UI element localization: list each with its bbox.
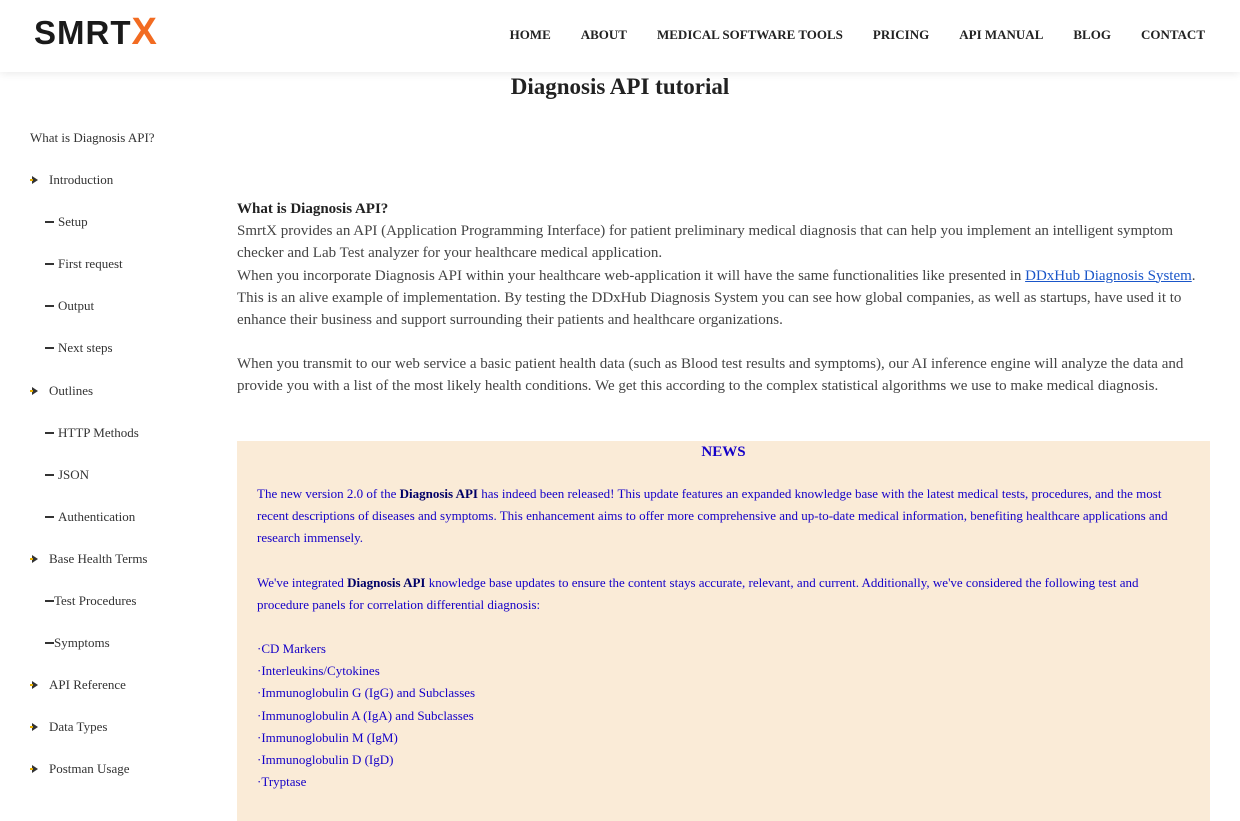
nav-about[interactable]: ABOUT	[580, 27, 627, 42]
list-item: ·Immunoglobulin G (IgG) and Subclasses	[257, 685, 476, 701]
arrow-right-icon	[32, 765, 38, 773]
sidebar-item-postman-usage[interactable]	[30, 759, 220, 801]
sidebar-item-json[interactable]	[30, 465, 220, 507]
dash-icon	[45, 221, 54, 223]
dash-icon	[45, 263, 54, 265]
intro-paragraph: SmrtX provides an API (Application Programming Interface) for patient preliminary medical diagnosis that can help you implement an intelligent symptom checker and Lab Test analyzer for your healthcare medical application.	[237, 223, 1174, 262]
news-paragraph	[257, 572, 1190, 616]
news-text: knowledge base updates to ensure the content stays accurate, relevant, and current. Additionally, we've considered the following test and procedure panels for correlation differential diagnosis:	[257, 574, 1139, 612]
nav-blog[interactable]: BLOG	[1073, 27, 1111, 42]
sidebar-item-data-types[interactable]	[30, 717, 220, 759]
news-text: The new version 2.0 of the	[257, 486, 400, 501]
news-bold: Diagnosis API	[347, 574, 426, 590]
sidebar-item-http-methods[interactable]	[30, 423, 220, 465]
dash-icon	[45, 347, 54, 349]
sidebar-item-label: Base Health Terms	[49, 550, 148, 566]
main-nav	[480, 26, 1205, 44]
sidebar-item-label: Symptoms	[54, 635, 110, 651]
incorporate-paragraph	[237, 265, 1211, 332]
news-text: We've integrated	[257, 574, 348, 590]
news-text: has indeed been released! This update features an expanded knowledge base with the latest medical tests, procedures, and the most recent descriptions of diseases and symptoms. This enhancement aims to offer more comprehensive and up-to-date medical information, benefiting healthcare applications and research immensely.	[257, 486, 1168, 546]
sidebar-item-label: Data Types	[49, 719, 108, 735]
arrow-right-icon	[32, 555, 38, 563]
sidebar-toc	[30, 128, 220, 802]
transmit-paragraph: When you transmit to our web service a basic patient health data (such as Blood test results and symptoms), our AI inference engine will analyze the data and provide you with a list of the most likely health conditions. We get this according to the complex statistical algorithms we use to make medical diagnosis.	[237, 356, 1184, 395]
arrow-right-icon	[32, 387, 38, 395]
news-body	[237, 463, 1210, 793]
site-header	[0, 0, 1240, 72]
sidebar-item-what-is[interactable]	[30, 128, 220, 170]
news-title: NEWS	[701, 444, 746, 460]
dash-icon	[45, 474, 54, 476]
dash-icon	[45, 642, 54, 644]
sidebar-item-next-steps[interactable]	[30, 338, 220, 380]
sidebar-item-base-health-terms[interactable]	[30, 549, 220, 591]
list-item: ·CD Markers	[257, 641, 326, 657]
list-item: ·Interleukins/Cytokines	[257, 663, 380, 679]
arrow-right-icon	[32, 723, 38, 731]
nav-medical-software-tools[interactable]: MEDICAL SOFTWARE TOOLS	[656, 27, 843, 42]
sidebar-item-label: JSON	[58, 466, 90, 482]
logo-text: SMRT	[34, 14, 132, 51]
sidebar-item-label: Authentication	[58, 508, 136, 524]
sidebar-item-authentication[interactable]	[30, 507, 220, 549]
sidebar-item-label: Postman Usage	[49, 761, 130, 777]
page-title: Diagnosis API tutorial	[510, 74, 730, 99]
paragraph-text: When you incorporate Diagnosis API within your healthcare web-application it will have the same functionalities like presented in	[237, 267, 1026, 284]
nav-pricing[interactable]: PRICING	[872, 27, 930, 42]
sidebar-item-label: Test Procedures	[54, 593, 137, 609]
sidebar-item-test-procedures[interactable]	[30, 591, 220, 633]
list-item: ·Immunoglobulin M (IgM)	[257, 729, 398, 745]
sidebar-item-symptoms[interactable]	[30, 633, 220, 675]
dash-icon	[45, 305, 54, 307]
nav-home[interactable]: HOME	[509, 27, 551, 42]
dash-icon	[45, 516, 54, 518]
list-item: ·Immunoglobulin A (IgA) and Subclasses	[257, 707, 474, 723]
sidebar-item-api-reference[interactable]	[30, 675, 220, 717]
smrtx-logo[interactable]	[34, 11, 158, 53]
sidebar-item-label: HTTP Methods	[58, 424, 139, 440]
list-item: ·Immunoglobulin D (IgD)	[257, 752, 394, 768]
sidebar-item-output[interactable]	[30, 296, 220, 338]
sidebar-item-outlines[interactable]	[30, 381, 220, 423]
news-paragraph	[257, 483, 1190, 550]
logo-x: X	[131, 11, 158, 53]
dash-icon	[45, 432, 54, 434]
sidebar-item-label: First request	[58, 256, 123, 272]
sidebar-item-label: API Reference	[49, 677, 126, 693]
arrow-right-icon	[32, 681, 38, 689]
sidebar-item-label: Setup	[58, 214, 88, 230]
sidebar-item-first-request[interactable]	[30, 254, 220, 296]
paragraph-text: . This is an alive example of implementation. By testing the DDxHub Diagnosis System you can see how global companies, as well as startups, have used it to enhance their business and support surrounding their patients and healthcare organizations.	[237, 267, 1196, 329]
ddxhub-link[interactable]: DDxHub Diagnosis System	[1025, 267, 1192, 284]
news-bold: Diagnosis API	[399, 486, 478, 501]
sidebar-item-label: Output	[58, 298, 95, 314]
section-heading: What is Diagnosis API?	[237, 201, 389, 217]
dash-icon	[45, 600, 54, 602]
sidebar-item-introduction[interactable]	[30, 170, 220, 212]
arrow-right-icon	[32, 176, 38, 184]
nav-api-manual[interactable]: API MANUAL	[959, 27, 1044, 42]
sidebar-item-setup[interactable]	[30, 212, 220, 254]
sidebar-item-label: Outlines	[49, 382, 94, 398]
news-box	[237, 441, 1210, 821]
main-content	[237, 198, 1211, 398]
sidebar-item-label: Introduction	[49, 172, 114, 188]
sidebar-item-label: What is Diagnosis API?	[30, 130, 155, 145]
sidebar-item-label: Next steps	[58, 340, 113, 356]
list-item: ·Tryptase	[257, 774, 307, 790]
nav-contact[interactable]: CONTACT	[1140, 27, 1205, 42]
